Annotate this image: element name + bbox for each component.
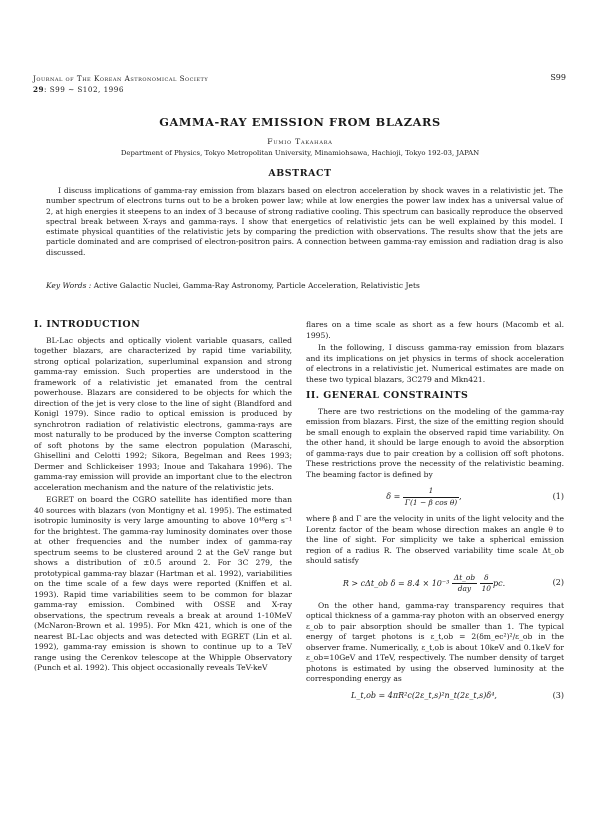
equation-3-number: (3) (552, 690, 564, 700)
page-number: S99 (550, 73, 566, 82)
constraints-paragraph-3: On the other hand, gamma-ray transparency requires that optical thickness of a gamma-ray photon with an observed energy ε_ob to pair absorption should be smaller than 1. The typical energy of target photons is ε_t,ob = 2(δm_ec²)²/ε_ob in the observer frame. Numerically, ε_t,ob is about 10keV and 0.1keV for ε_ob=10GeV and 1TeV, respectively. The number density of target photons is estimated by using the observed luminosity at the corresponding energy as (306, 600, 564, 683)
equation-2-denominator-time: day (457, 584, 472, 593)
equation-3-body: L_t,ob = 4πR²c(2ε_t,s)²n_t(2ε_t,s)δ⁴, (351, 690, 497, 700)
volume-number: 29 (33, 85, 45, 94)
keywords-text: Active Galactic Nuclei, Gamma-Ray Astronomy, Particle Acceleration, Relativistic Jets (93, 281, 420, 290)
abstract-heading: ABSTRACT (268, 168, 332, 179)
introduction-heading: I. INTRODUCTION (34, 319, 141, 330)
keywords (46, 281, 563, 290)
pages-range: : S99 ∼ S102, 1996 (44, 85, 124, 94)
equation-2-lhs: R > cΔt_ob δ = 8.4 × 10⁻³ (342, 578, 450, 588)
equation-2-fraction-time (452, 573, 477, 595)
equation-2-numerator-time: Δt_ob (452, 573, 477, 585)
abstract-text: I discuss implications of gamma-ray emission from blazars based on electron acceleration by shock waves in a relativistic jet. The number spectrum of electrons turns out to be a broken power law; while at low energies the power law index has a universal value of 2, at high energies it steepens to an index of 3 because of strong radiative cooling. This spectrum can basically reproduce the observed spectral break between X-rays and gamma-rays. I show that energetics of relativistic jets can be well explained by this model. I estimate physical quantities of the relativistic jets by comparing the prediction with observations. The results show that the jets are particle dominated and are comprised of electron-positron pairs. A connection between gamma-ray emission and radiation drag is also discussed. (46, 186, 563, 257)
journal-header (33, 73, 208, 95)
equation-2-body (306, 573, 542, 595)
equation-1-number: (1) (552, 491, 564, 501)
equation-1-denominator: Γ(1 − β cos θ) (404, 497, 458, 507)
equation-2-numerator-doppler: δ (480, 573, 493, 585)
keywords-label: Key Words : (46, 281, 92, 290)
constraints-heading: II. GENERAL CONSTRAINTS (306, 390, 469, 401)
equation-1-numerator: 1 (403, 486, 459, 498)
constraints-paragraph-1: There are two restrictions on the modeling of the gamma-ray emission from blazars. First, the size of the emitting region should be small enough to explain the observed rapid time variability. On the other hand, it should be large enough to avoid the absorption of gamma-rays due to pair creation by a collision off soft photons. These restrictions prove the necessity of the relativistic beaming. The beaming factor is defined by (306, 406, 564, 479)
equation-1-lhs: δ = (386, 492, 401, 501)
intro-paragraph-3: In the following, I discuss gamma-ray emission from blazars and its implications on jet physics in terms of shock acceleration of electrons in a relativistic jet. Numerical estimates are made on these two typical blazars, 3C279 and Mkn421. (306, 343, 564, 384)
equation-2-denominator-doppler: 10 (481, 584, 492, 593)
equation-2 (306, 573, 564, 595)
intro-paragraph-1: BL-Lac objects and optically violent variable quasars, called together blazars, are characterized by rapid time variability, strong optical polarization, superluminal expansion and strong gamma-ray emission. Such properties are understood in the framework of a relativistic jet emanated from the central powerhouse. Blazars are considered to be objects for which the direction of the jet is very close to the line of sight (Blandford and Konigl 1979). Since radio to optical emission is produced by synchrotron radiation of relativistic electrons, gamma-rays are most naturally to be produced by the inverse Compton scattering of soft photons by the same electron population (Maraschi, Ghisellini and Celotti 1992; Sikora, Begelman and Rees 1993; Dermer and Schlickeiser 1993; Inoue and Takahara 1996). The gamma-ray emission will provide an important clue to the electron acceleration mechanism and the nature of the relativistic jets. (34, 335, 292, 492)
equation-3 (306, 691, 564, 702)
left-column (34, 320, 292, 676)
intro-paragraph-continued: flares on a time scale as short as a few hours (Macomb et al. 1995). (306, 320, 564, 340)
equation-1-body (306, 486, 542, 508)
equation-1-tail: , (459, 492, 462, 501)
journal-name: Journal of The Korean Astronomical Society (33, 74, 209, 83)
equation-1-fraction (403, 486, 459, 508)
equation-2-number: (2) (552, 578, 564, 588)
author-name: Fumio Takahara (267, 137, 333, 146)
author-affiliation: Department of Physics, Tokyo Metropolitan University, Minamiohsawa, Hachioji, Tokyo 192-03, JAPAN (120, 149, 480, 157)
equation-2-tail: pc. (493, 578, 506, 588)
volume-line (33, 84, 208, 95)
paper-title: GAMMA-RAY EMISSION FROM BLAZARS (159, 115, 441, 129)
intro-paragraph-2: EGRET on board the CGRO satellite has identified more than 40 sources with blazars (von Montigny et al. 1995). The estimated isotropic luminosity is very large amounting to above 10⁴⁸erg s⁻¹ for the brightest. The gamma-ray luminosity dominates over those at other frequencies and the number index of gamma-ray spectrum seems to be clustered around 2 at the GeV range but shows a distribution of ±0.5 around 2. For 3C 279, the prototypical gamma-ray blazar (Hartman et al. 1992), variabilities on the time scale of a few days were reported (Kniffen et al. 1993). Rapid time variabilities seem to be common for blazar gamma-ray emission. Combined with OSSE and X-ray observations, the spectrum reveals a break at around 1-10MeV (McNaron-Brown et al. 1995). For Mkn 421, which is one of the nearest BL-Lac objects and was detected with EGRET (Lin et al. 1992), gamma-ray emission is shown to continue up to a TeV range using the Cerenkov telescope at the Whipple Observatory (Punch et al. 1992). This object occasionally reveals TeV-keV (34, 495, 292, 672)
equation-2-fraction-doppler (480, 573, 493, 595)
constraints-paragraph-2: where β and Γ are the velocity in units of the light velocity and the Lorentz factor of the beam whose direction makes an angle θ to the line of sight. For simplicity we take a spherical emission region of a radius R. The observed variability time scale Δt_ob should satisfy (306, 514, 564, 565)
equation-1 (306, 486, 564, 508)
right-column (306, 320, 564, 707)
